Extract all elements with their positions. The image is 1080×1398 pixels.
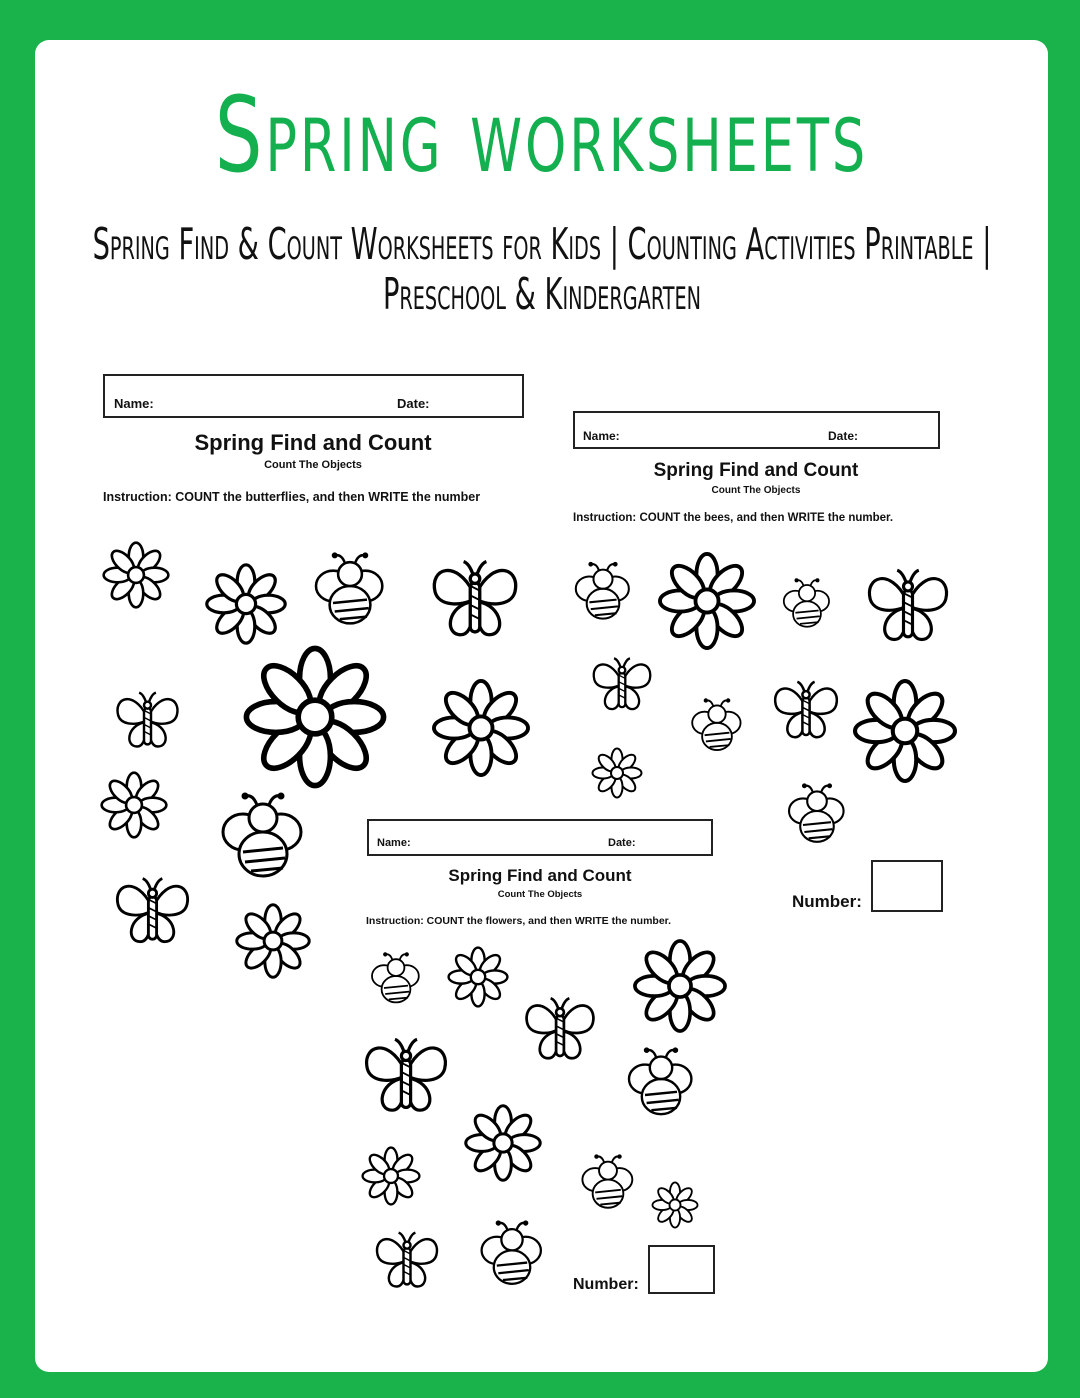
butterfly-icon	[580, 653, 664, 719]
bee-icon	[776, 578, 838, 636]
bee-icon	[620, 1047, 702, 1127]
worksheet-instruction: Instruction: COUNT the bees, and then WRITE the number.	[573, 512, 894, 524]
worksheet-flowers	[352, 812, 747, 1312]
butterfly-icon	[105, 872, 200, 954]
name-date-box	[573, 411, 940, 449]
page-subtitle: Spring Find & Count Worksheets for Kids | Counting Activities Printable | Preschool & Kindergarten	[92, 219, 992, 320]
bee-icon	[208, 792, 318, 892]
bee-icon	[574, 1154, 642, 1218]
answer-box[interactable]	[871, 860, 943, 912]
bee-icon	[780, 783, 854, 853]
flower-icon	[659, 553, 755, 649]
worksheet-title: Spring Find and Count	[653, 460, 859, 481]
bee-icon	[686, 698, 748, 760]
number-label: Number:	[792, 892, 862, 911]
name-label: Name:	[377, 837, 411, 849]
date-label: Date:	[828, 429, 859, 443]
name-date-box	[367, 819, 713, 856]
bee-icon	[364, 952, 428, 1012]
flower-icon	[206, 564, 286, 644]
flower-icon	[652, 1182, 698, 1228]
flower-icon	[101, 772, 167, 838]
butterfly-icon	[766, 676, 846, 748]
worksheet-subtitle: Count The Objects	[497, 889, 583, 900]
date-label: Date:	[608, 837, 636, 849]
worksheet-title: Spring Find and Count	[194, 430, 432, 455]
name-label: Name:	[583, 429, 620, 443]
flower-icon	[433, 680, 529, 776]
date-label: Date:	[397, 396, 430, 411]
flower-icon	[634, 940, 726, 1032]
name-date-box	[103, 374, 524, 418]
butterfly-icon	[425, 554, 525, 649]
flower-icon	[854, 680, 956, 782]
worksheet-instruction: Instruction: COUNT the flowers, and then WRITE the number.	[366, 915, 672, 927]
flower-icon	[236, 904, 310, 978]
flower-icon	[592, 748, 642, 798]
butterfly-icon	[517, 992, 603, 1070]
worksheet-title: Spring Find and Count	[448, 866, 632, 885]
bee-icon	[305, 552, 395, 637]
number-label: Number:	[573, 1276, 639, 1293]
flower-icon	[245, 647, 385, 787]
flower-icon	[465, 1105, 541, 1181]
name-label: Name:	[114, 396, 154, 411]
bee-icon	[569, 558, 637, 633]
page-title: Spring worksheets	[214, 74, 869, 196]
butterfly-icon	[858, 563, 958, 653]
worksheet-subtitle: Count The Objects	[711, 485, 801, 496]
answer-box[interactable]	[648, 1245, 715, 1294]
butterfly-icon	[368, 1227, 446, 1297]
worksheet-subtitle: Count The Objects	[264, 459, 362, 471]
worksheet-instruction: Instruction: COUNT the butterflies, and then WRITE the number	[103, 490, 481, 504]
flower-icon	[362, 1147, 420, 1205]
butterfly-icon	[354, 1032, 458, 1124]
butterfly-icon	[105, 687, 190, 757]
bee-icon	[472, 1220, 552, 1296]
flower-icon	[448, 947, 508, 1007]
flower-icon	[103, 542, 169, 608]
